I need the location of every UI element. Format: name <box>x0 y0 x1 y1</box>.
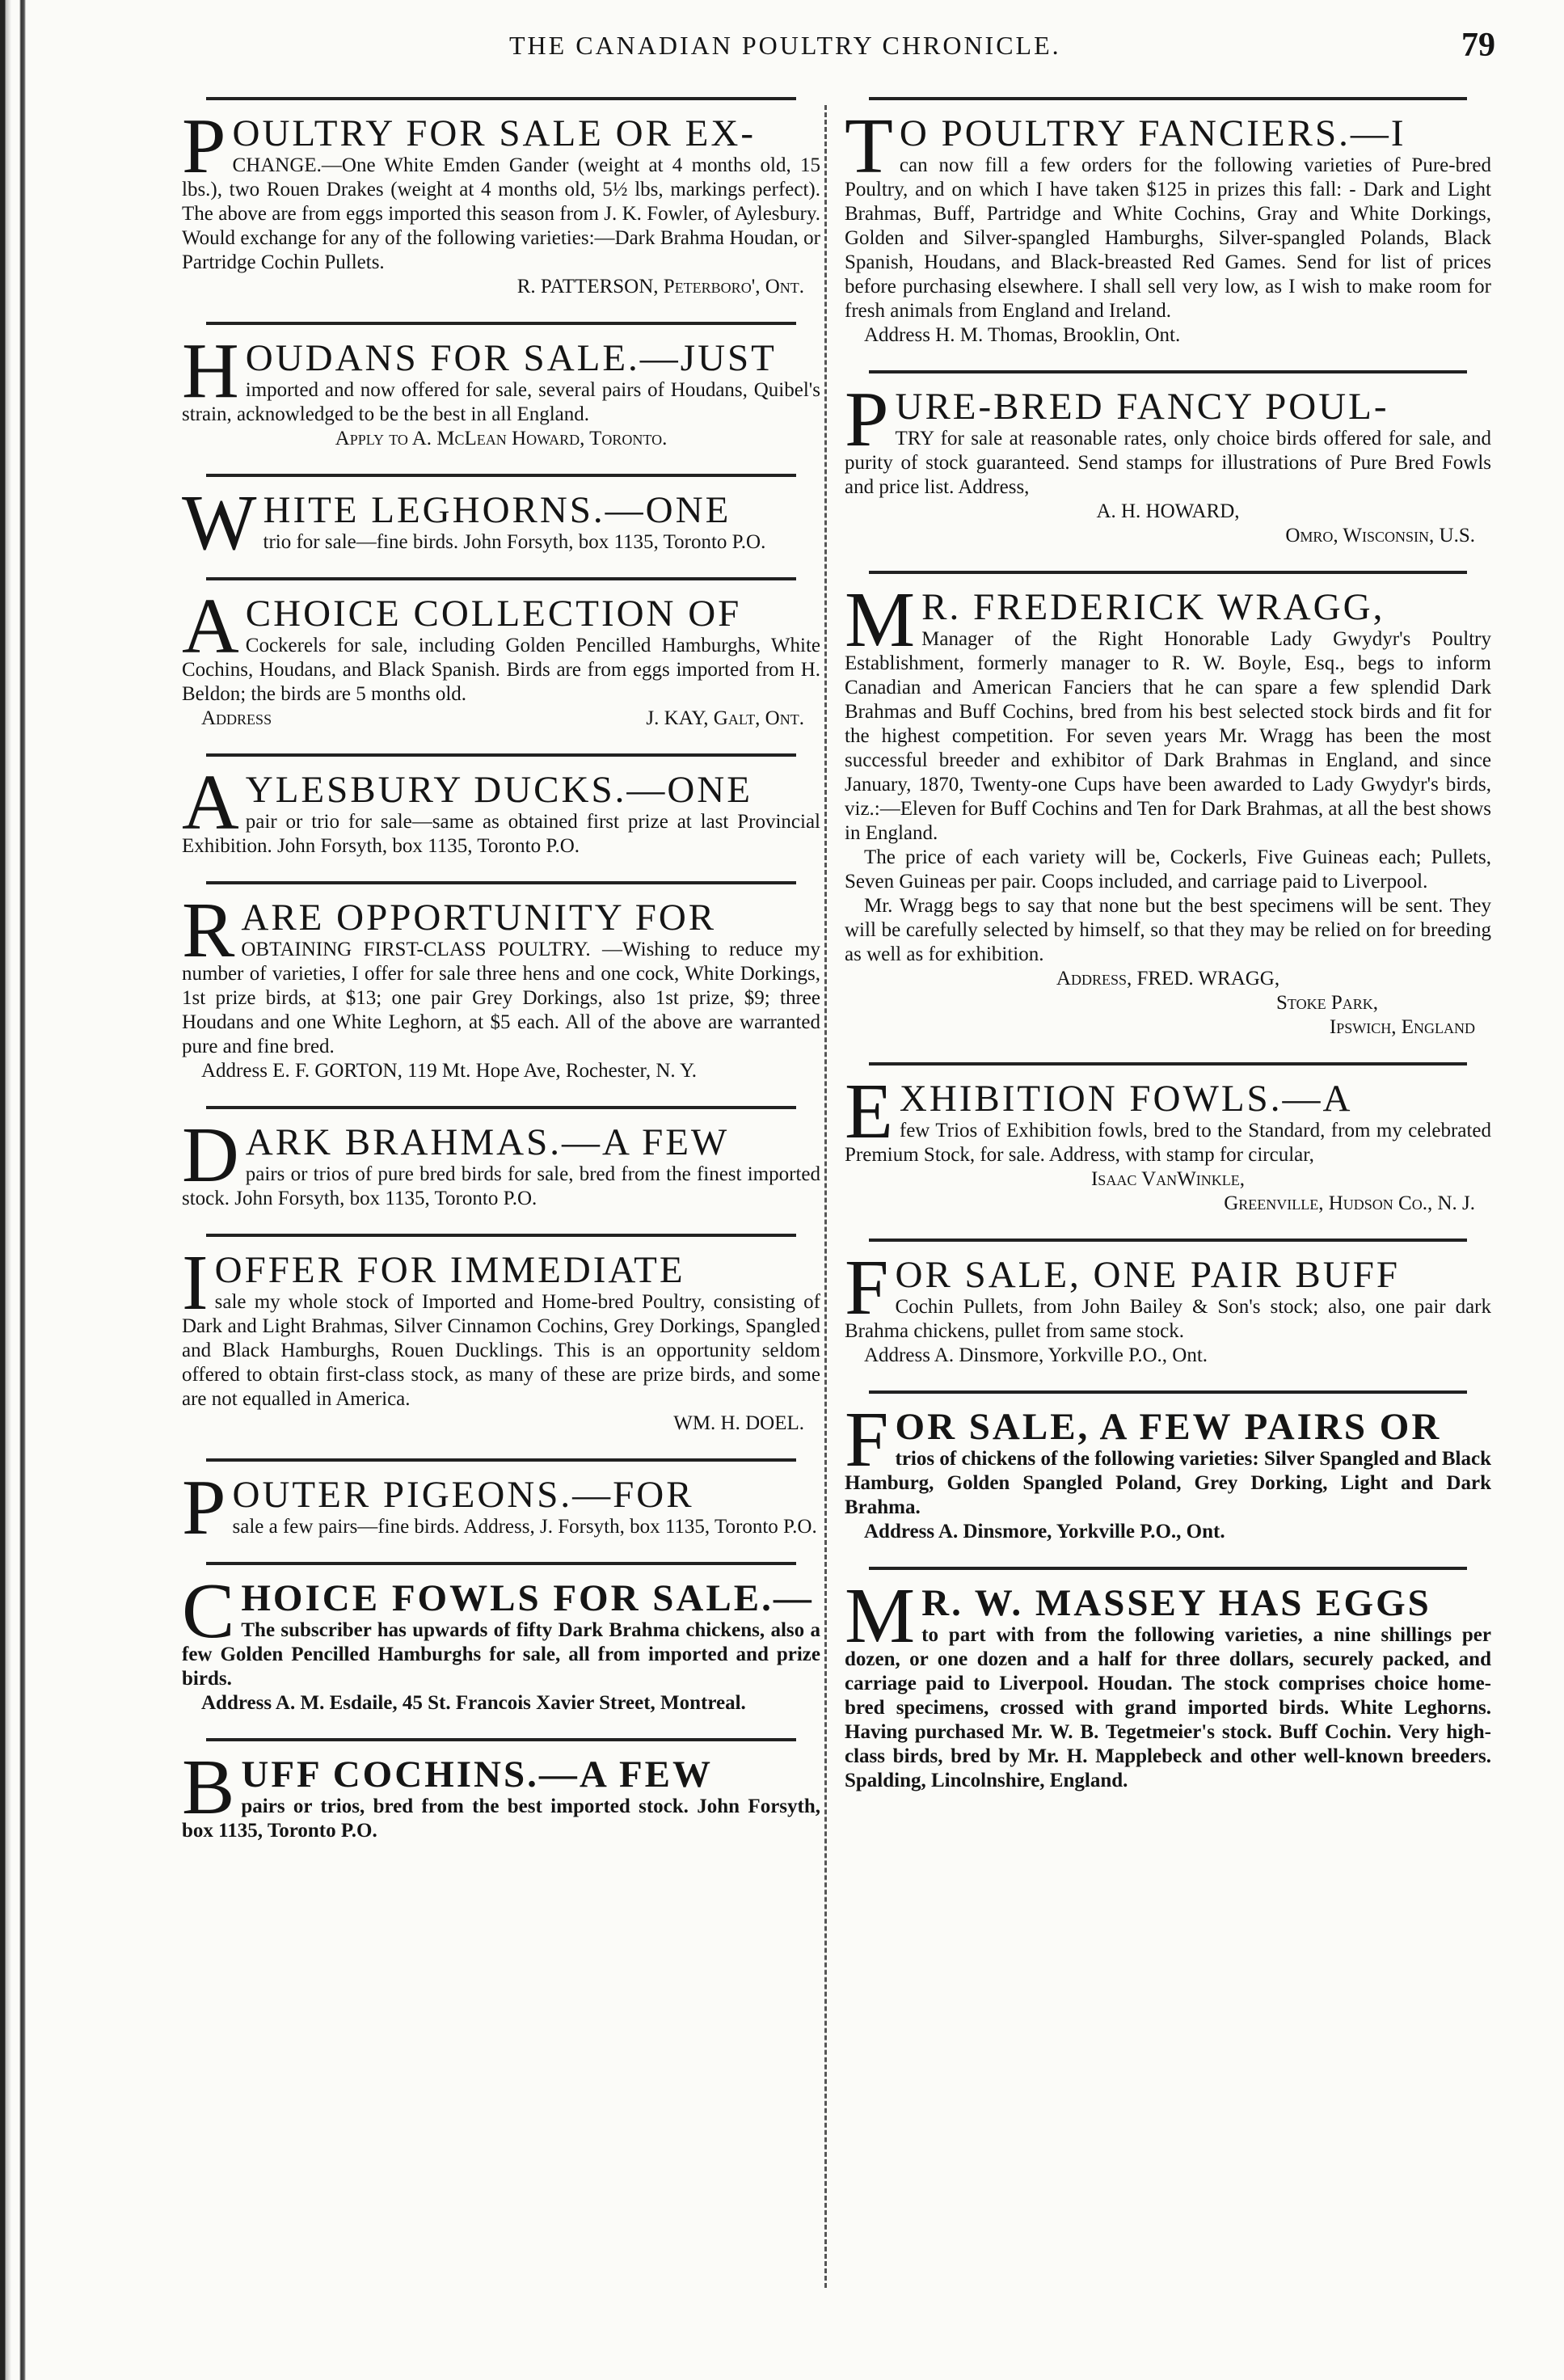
ad-rule <box>206 97 796 100</box>
ad-signature: Address A. Dinsmore, Yorkville P.O., Ont. <box>864 1344 1208 1366</box>
ad-headline: YLESBURY DUCKS.—ONE <box>245 769 752 811</box>
ad-signature-town: Ipswich, England <box>1329 1016 1475 1038</box>
ad-signature-place: Stoke Park, <box>1276 992 1378 1014</box>
ad-headline: OR SALE, A FEW PAIRS OR <box>895 1406 1442 1448</box>
right-column <box>845 97 1491 1816</box>
ad-paragraph: The price of each variety will be, Cockerls, Five Guineas each; Pullets, Seven Guineas per pair. Coops included, and carriage paid to Liverpool. <box>845 846 1491 892</box>
ad-buff-cochins <box>182 1744 820 1843</box>
ad-rule <box>206 1234 796 1237</box>
ad-headline: HITE LEGHORNS.—ONE <box>263 489 731 531</box>
ad-body: sale a few pairs—fine birds. Address, J. Forsyth, box 1135, Toronto P.O. <box>232 1516 817 1538</box>
drop-initial: D <box>182 1112 239 1199</box>
ad-body: sale my whole stock of Imported and Home-bred Poultry, consisting of Dark and Light Brahmas, Silver Cinnamon Cochins, Grey Dorkings, Spangled and Black Hamburghs, Rouen Ducklings. This is an opportunity seldom offered to obtain first-class stock, as many of these are prize birds, and some are not equalled in America. <box>182 1291 820 1410</box>
running-title: THE CANADIAN POULTRY CHRONICLE. <box>509 31 1061 60</box>
ad-rule <box>206 1458 796 1462</box>
ad-body: TRY for sale at reasonable rates, only choice birds offered for sale, and purity of stock guaranteed. Send stamps for illustrations of Pure Bred Fowls and price list. Address, <box>845 428 1491 498</box>
ad-headline: ARE OPPORTUNITY FOR <box>241 897 717 939</box>
ad-buff-pullets <box>845 1244 1491 1368</box>
ad-headline: OUDANS FOR SALE.—JUST <box>245 337 777 379</box>
ad-signature: Address A. Dinsmore, Yorkville P.O., Ont. <box>864 1521 1225 1542</box>
ad-rule <box>206 753 796 757</box>
left-column <box>182 97 820 1866</box>
ad-headline: ARK BRAHMAS.—A FEW <box>245 1121 730 1163</box>
ad-choice-collection <box>182 583 820 731</box>
drop-initial: M <box>845 576 916 664</box>
ad-rule <box>206 577 796 580</box>
ad-houdans <box>182 327 820 451</box>
ad-choice-fowls <box>182 1568 820 1715</box>
drop-initial: B <box>182 1744 235 1831</box>
ad-signature: Address E. F. GORTON, 119 Mt. Hope Ave, Rochester, N. Y. <box>201 1060 698 1082</box>
ad-rule <box>869 571 1467 574</box>
drop-initial: R <box>182 887 235 974</box>
ad-rule <box>206 881 796 884</box>
ad-headline: O POULTRY FANCIERS.—I <box>899 112 1406 154</box>
drop-initial: I <box>182 1239 209 1327</box>
ad-white-leghorns <box>182 479 820 567</box>
ad-body: CHANGE.—One White Emden Gander (weight at 4 months old, 15 lbs.), two Rouen Drakes (weight at 4 months old, 5½ lbs, markings perfect). The above are from eggs imported this season from J. K. Fowler, of Aylesbury. Would exchange for any of the following varieties:—Dark Brahma Houdan, or Partridge Cochin Pullets. <box>182 154 820 273</box>
ad-body: The subscriber has upwards of fifty Dark Brahma chickens, also a few Golden Pencilled Hamburghs for sale, all from imported and prize birds. <box>182 1619 820 1690</box>
drop-initial: F <box>845 1396 889 1483</box>
signature-name: J. KAY, Galt, Ont. <box>646 707 804 729</box>
ad-poultry-fanciers <box>845 103 1491 348</box>
drop-initial: E <box>845 1068 893 1155</box>
ad-body: pair or trio for sale—same as obtained first prize at last Provincial Exhibition. John Forsyth, box 1135, Toronto P.O. <box>182 811 820 857</box>
drop-initial: T <box>845 103 893 190</box>
ad-rare-opportunity <box>182 887 820 1083</box>
ad-body: imported and now offered for sale, several pairs of Houdans, Quibel's strain, acknowledged to be the best in all England. <box>182 379 820 425</box>
ad-signature-address: Omro, Wisconsin, U.S. <box>1285 525 1475 546</box>
ad-paragraph: Mr. Wragg begs to say that none but the best specimens will be sent. They will be carefully selected by himself, so that they may be relied on for breeding as well as for exhibition. <box>845 895 1491 965</box>
ad-signature: WM. H. DOEL. <box>673 1412 804 1434</box>
ad-headline: XHIBITION FOWLS.—A <box>899 1078 1353 1120</box>
ad-few-pairs <box>845 1396 1491 1544</box>
ad-rule <box>206 474 796 477</box>
ad-signature <box>182 707 820 731</box>
ad-rule <box>869 1567 1467 1570</box>
ad-signature: Address A. M. Esdaile, 45 St. Francois Xavier Street, Montreal. <box>201 1692 746 1714</box>
ad-body: to part with from the following varieties, a nine shillings per dozen, or one dozen and a half for three dollars, securely packed, and carriage paid to Liverpool. Houdan. The stock comprises choice home-bred specimens, crossed with grand imported birds. White Leghorns. Having purchased Mr. W. B. Tegetmeier's stock. Buff Cochin. Very high-class birds, bred by Mr. H. Mapplebeck and other well-known breeders. Spalding, Lincolnshire, England. <box>845 1624 1491 1791</box>
ad-aylesbury-ducks <box>182 759 820 859</box>
ad-headline: URE-BRED FANCY POUL- <box>895 386 1389 428</box>
ad-signature-address: Greenville, Hudson Co., N. J. <box>1224 1192 1475 1214</box>
drop-initial: A <box>182 759 239 846</box>
ad-body: OBTAINING FIRST-CLASS POULTRY. —Wishing to reduce my number of varieties, I offer for sale three hens and one cock, White Dorkings, 1st prize birds, at $13; one pair Grey Dorkings, also 1st prize, $9; three Houdans and one White Leghorn, at $5 each. All of the above are warranted pure and fine bred. <box>182 939 820 1057</box>
drop-initial: W <box>182 479 257 567</box>
ad-signature: Address H. M. Thomas, Brooklin, Ont. <box>864 324 1181 346</box>
ad-rule <box>869 1239 1467 1242</box>
drop-initial: H <box>182 327 239 415</box>
ad-signature: Address, FRED. WRAGG, <box>1056 968 1280 990</box>
ad-frederick-wragg <box>845 576 1491 1040</box>
ad-body: Cochin Pullets, from John Bailey & Son's stock; also, one pair dark Brahma chickens, pullet from same stock. <box>845 1296 1491 1342</box>
ad-rule <box>869 370 1467 373</box>
ad-rule <box>869 1390 1467 1394</box>
ad-headline: R. FREDERICK WRAGG, <box>921 586 1385 628</box>
page-header <box>162 27 1495 71</box>
ad-body: Cockerels for sale, including Golden Pencilled Hamburghs, White Cochins, Houdans, and Black Spanish. Birds are from eggs imported from H. Beldon; the birds are 5 months old. <box>182 635 820 705</box>
ad-signature: R. PATTERSON, Peterboro', Ont. <box>516 276 804 298</box>
ad-exhibition-fowls <box>845 1068 1491 1216</box>
drop-initial: P <box>182 103 226 190</box>
ad-body: trio for sale—fine birds. John Forsyth, box 1135, Toronto P.O. <box>263 531 766 553</box>
ad-rule <box>206 1106 796 1109</box>
ad-immediate-sale <box>182 1239 820 1436</box>
ad-rule <box>206 1738 796 1741</box>
ad-pouter-pigeons <box>182 1464 820 1551</box>
ad-body: can now fill a few orders for the following varieties of Pure-bred Poultry, and on which I have taken $125 in prizes this fall: - Dark and Light Brahmas, Buff, Partridge and White Cochins, Gray and White Dorkings, Golden and Silver-spangled Hamburghs, Silver-spangled Polands, Black Spanish, Houdans, and Black-breasted Red Games. Send for list of prices before purchasing elsewhere. I shall sell very low, as I wish to make room for fresh animals from England and Ireland. <box>845 154 1491 322</box>
ad-pure-bred-fancy <box>845 376 1491 548</box>
ad-body: trios of chickens of the following varieties: Silver Spangled and Black Hamburg, Golden Spangled Poland, Grey Dorking, Light and Dark Brahma. <box>845 1448 1491 1518</box>
ad-headline: R. W. MASSEY HAS EGGS <box>921 1582 1431 1624</box>
ad-rule <box>206 1562 796 1565</box>
ad-body: few Trios of Exhibition fowls, bred to the Standard, from my celebrated Premium Stock, for sale. Address, with stamp for circular, <box>845 1120 1491 1166</box>
ad-massey-eggs <box>845 1572 1491 1793</box>
ad-signature: A. H. HOWARD, <box>1096 500 1240 522</box>
drop-initial: A <box>182 583 239 670</box>
ad-signature: Isaac VanWinkle, <box>1090 1168 1246 1190</box>
column-divider <box>824 105 827 2288</box>
ad-signature: Apply to A. McLean Howard, Toronto. <box>335 428 668 449</box>
ad-dark-brahmas <box>182 1112 820 1211</box>
drop-initial: F <box>845 1244 889 1331</box>
ad-headline: HOICE FOWLS FOR SALE.— <box>241 1577 814 1619</box>
ad-body: pairs or trios, bred from the best imported stock. John Forsyth, box 1135, Toronto P.O. <box>182 1796 820 1842</box>
ad-rule <box>869 1062 1467 1066</box>
drop-initial: P <box>182 1464 226 1551</box>
ad-headline: UFF COCHINS.—A FEW <box>241 1753 714 1796</box>
ad-rule <box>206 322 796 325</box>
ad-rule <box>869 97 1467 100</box>
ad-headline: OFFER FOR IMMEDIATE <box>214 1249 685 1291</box>
ad-poultry-for-sale <box>182 103 820 299</box>
ad-headline: OULTRY FOR SALE OR EX- <box>232 112 756 154</box>
ad-body: Manager of the Right Honorable Lady Gwydyr's Poultry Establishment, formerly manager to R. W. Boyle, Esq., begs to inform Canadian and American Fanciers that he can spare a few splendid Dark Brahmas and Buff Cochins, bred from his best selected stock birds and fit for the highest competition. For seven years Mr. Wragg has been the most successful breeder and exhibitor of Dark Brahmas in England, and since January, 1870, Twenty-one Cups have been awarded to Lady Gwydyr's birds, viz.:—Eleven for Buff Cochins and Ten for Dark Brahmas, at all the best shows in England. <box>845 628 1491 844</box>
drop-initial: P <box>845 376 889 463</box>
binding-edge <box>0 0 26 2380</box>
ad-headline: OR SALE, ONE PAIR BUFF <box>895 1254 1400 1296</box>
ad-body: pairs or trios of pure bred birds for sale, bred from the finest imported stock. John Forsyth, box 1135, Toronto P.O. <box>182 1163 820 1209</box>
signature-label: Address <box>201 707 272 729</box>
ad-headline: OUTER PIGEONS.—FOR <box>232 1474 694 1516</box>
drop-initial: M <box>845 1572 916 1660</box>
ad-headline: CHOICE COLLECTION OF <box>245 593 742 635</box>
page-number: 79 <box>1461 27 1495 64</box>
drop-initial: C <box>182 1568 235 1655</box>
